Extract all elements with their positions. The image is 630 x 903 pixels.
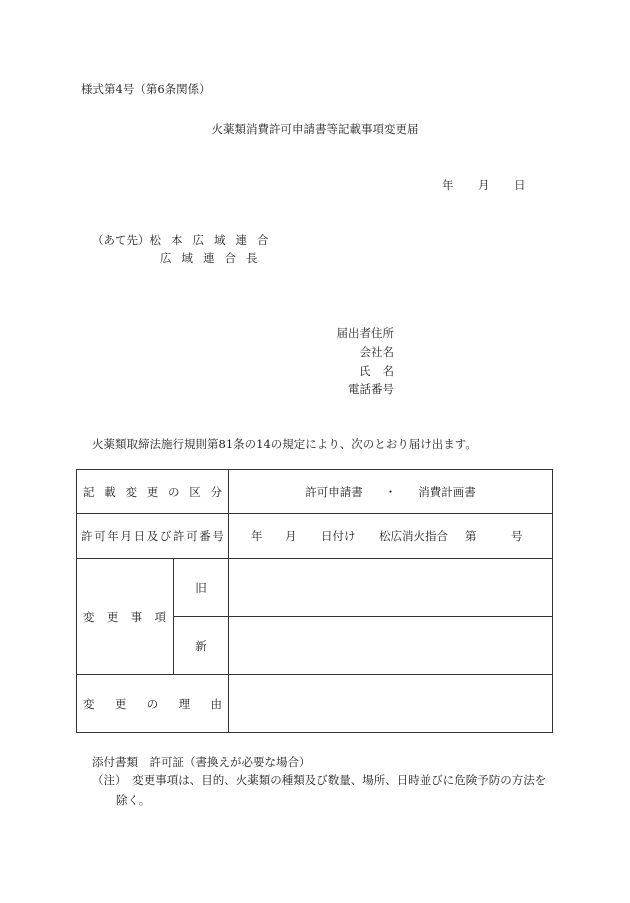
option-permit-application[interactable]: 許可申請書: [305, 484, 363, 499]
applicant-company-label: 会社名: [359, 345, 394, 359]
addressee-prefix: （あて先）: [92, 233, 150, 247]
addressee-head: 広 域 連 合 長: [160, 251, 258, 265]
row-category: [77, 470, 553, 514]
permit-date-number-field[interactable]: 年 月 日付け 松広消火指合 第 号: [229, 514, 553, 559]
date-year-label: 年: [442, 178, 454, 192]
permit-date-number-label: 許 可 年 月 日 及 び 許 可 番 号: [77, 514, 229, 559]
change-reason-label: 変 更 の 理 由: [77, 675, 229, 733]
row-permit-date-number: [77, 514, 553, 559]
footnote-line-1: （注） 変更事項は、目的、火薬類の種類及び数量、場所、日時並びに危険予防の方法を: [92, 773, 547, 787]
applicant-name-label: 氏 名: [359, 364, 394, 378]
footnote-line-2: 除く。: [116, 793, 151, 807]
option-separator: ・: [384, 484, 397, 499]
category-options[interactable]: [229, 470, 553, 514]
date-day-label: 日: [514, 178, 526, 192]
date-line: [442, 177, 526, 193]
row-change-reason: [77, 675, 553, 733]
intro-statement: 火薬類取締法施行規則第81条の14の規定により、次のとおり届け出ます。: [92, 437, 477, 451]
old-label: 旧: [174, 559, 229, 617]
attachments-note: 添付書類 許可証（書換えが必要な場合）: [92, 755, 311, 769]
option-consumption-plan[interactable]: 消費計画書: [418, 484, 476, 499]
change-reason-field[interactable]: [229, 675, 553, 733]
date-month-label: 月: [478, 178, 490, 192]
addressee-organization: （あて先）松 本 広 域 連 合: [92, 233, 269, 247]
applicant-phone-label: 電話番号: [348, 382, 394, 396]
form-number: 様式第4号（第6条関係）: [81, 82, 211, 96]
change-form-table: [76, 469, 553, 733]
change-items-label: 変 更 事 項: [77, 559, 174, 675]
applicant-address-label: 届出者住所: [336, 326, 394, 340]
new-label: 新: [174, 617, 229, 675]
old-value-field[interactable]: [229, 559, 553, 617]
new-value-field[interactable]: [229, 617, 553, 675]
category-label: 記 載 変 更 の 区 分: [77, 470, 229, 514]
row-change-old: [77, 559, 553, 617]
document-title: 火薬類消費許可申請書等記載事項変更届: [211, 122, 419, 136]
